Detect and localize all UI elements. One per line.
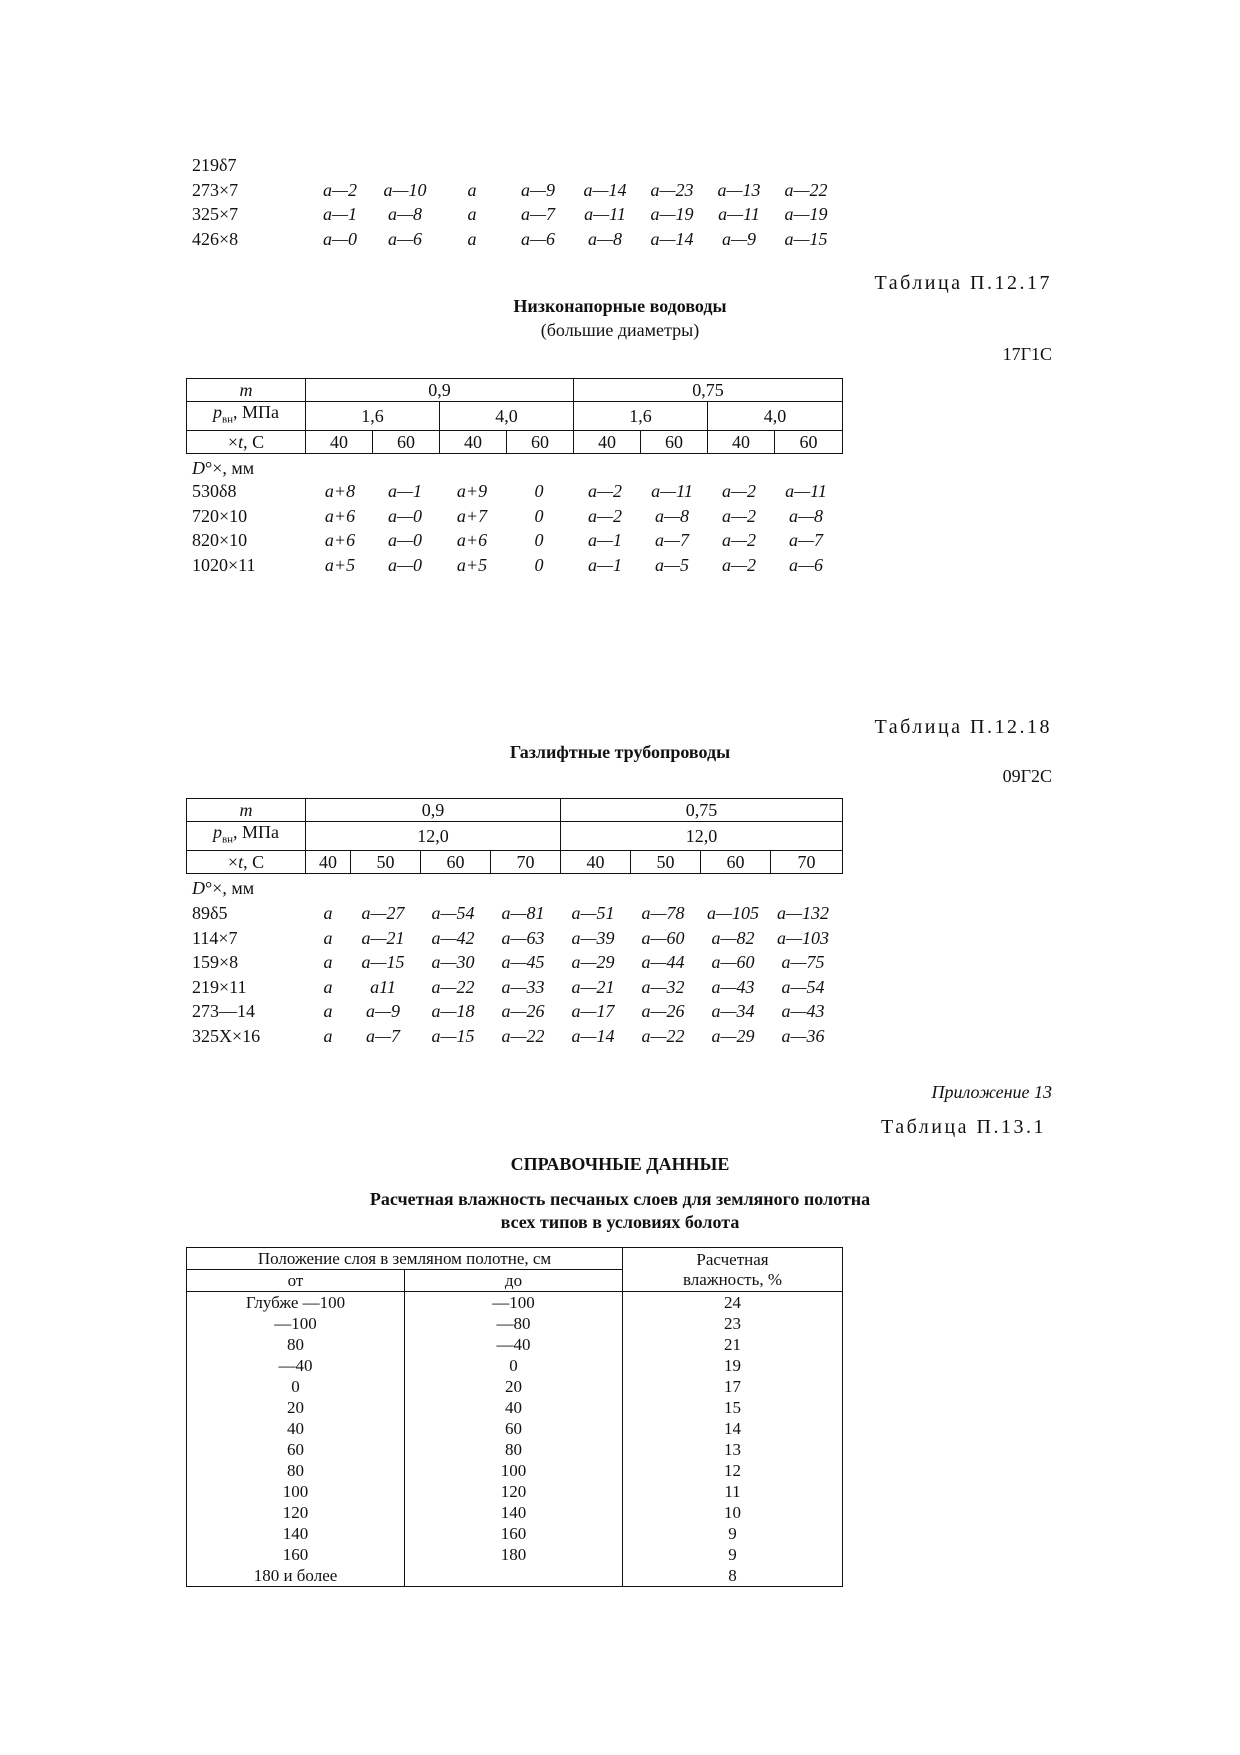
table-row (187, 1523, 843, 1544)
table-cell: a+6 (456, 530, 488, 550)
table-cell: a—32 (641, 976, 685, 997)
humidity-table (186, 1247, 843, 1587)
table-cell: a—105 (706, 903, 759, 923)
table-row (187, 1418, 843, 1439)
header-to: до (405, 1270, 623, 1292)
table-cell: a—21 (361, 927, 405, 948)
table-cell: a—6 (788, 554, 823, 575)
table-cell: a—10 (383, 179, 427, 200)
temperature-value: 70 (771, 850, 843, 873)
row-label: 89δ5 (192, 903, 228, 923)
row-label: 325Х×16 (192, 1025, 261, 1046)
header-temperature: ×t, C (187, 850, 306, 873)
table-cell: 0 (534, 481, 544, 501)
row-label: 114×7 (192, 927, 238, 948)
temperature-value: 40 (561, 850, 631, 873)
table-cell: a—11 (584, 204, 626, 224)
table-cell: a+5 (456, 554, 488, 575)
table-row (187, 1565, 843, 1587)
row-label: 720×10 (192, 505, 248, 526)
temperature-value: 40 (708, 430, 775, 453)
table-cell: a—18 (431, 1001, 475, 1021)
table-cell: a—45 (501, 952, 545, 972)
temperature-value: 60 (373, 430, 440, 453)
table-cell: a—2 (721, 481, 756, 501)
table-cell: a (323, 952, 333, 972)
temperature-value: 40 (440, 430, 507, 453)
table-cell: a—9 (365, 1001, 400, 1021)
table-cell: a (323, 1001, 333, 1021)
table-cell: a (467, 204, 477, 224)
to-cell: —100 (405, 1292, 623, 1314)
table-cell: a—43 (781, 1001, 825, 1021)
table-cell: a—103 (776, 927, 829, 948)
table-cell: a—30 (431, 952, 475, 972)
table-cell: a—1 (587, 530, 622, 550)
to-cell: 120 (405, 1481, 623, 1502)
table-cell: a—14 (583, 179, 627, 200)
humidity-cell: 19 (623, 1355, 843, 1376)
table-row (187, 1334, 843, 1355)
table-cell: a (323, 976, 333, 997)
header-temperature: ×t, C (187, 430, 306, 453)
row-label: 325×7 (192, 204, 239, 224)
table-row (187, 1460, 843, 1481)
table-subtitle: (большие диаметры) (540, 320, 700, 340)
table-cell: a—42 (431, 927, 475, 948)
table-row (187, 1502, 843, 1523)
p-value: 1,6 (306, 402, 440, 431)
row-label: 530δ8 (192, 481, 237, 501)
table-cell: a—6 (520, 228, 555, 249)
table-cell: a+7 (456, 505, 488, 526)
steel-grade: 09Г2С (1002, 766, 1052, 786)
p-value: 12,0 (561, 822, 843, 851)
row-label: 219×11 (192, 976, 247, 997)
table-cell: a (323, 903, 333, 923)
table-cell: a—0 (387, 530, 422, 550)
temperature-value: 70 (491, 850, 561, 873)
table-cell: a—7 (788, 530, 823, 550)
p-value: 12,0 (306, 822, 561, 851)
header-position: Положение слоя в земляном полотне, см (187, 1248, 623, 1270)
header-m: m (187, 379, 306, 402)
table-cell: a—60 (711, 952, 755, 972)
table-cell: a—7 (654, 530, 689, 550)
temperature-value: 60 (507, 430, 574, 453)
table-cell: a—2 (721, 554, 756, 575)
m-value: 0,9 (306, 799, 561, 822)
table-cell: a—7 (520, 204, 555, 224)
header-pressure: $p_{вн}$, МПа (187, 402, 306, 431)
table-cell: a—78 (641, 903, 685, 923)
humidity-cell: 9 (623, 1544, 843, 1565)
table-cell: a—15 (361, 952, 405, 972)
table-cell: a—6 (387, 228, 422, 249)
from-cell: 20 (187, 1397, 405, 1418)
p-value: 4,0 (708, 402, 843, 431)
humidity-cell: 9 (623, 1523, 843, 1544)
table-cell: a11 (370, 976, 396, 997)
table-cell: a—54 (781, 976, 825, 997)
table-cell: a—15 (431, 1025, 475, 1046)
table-cell: a—11 (651, 481, 693, 501)
table-title: всех типов в условиях болота (500, 1212, 740, 1232)
table-cell: a—2 (721, 505, 756, 526)
table-row (187, 1397, 843, 1418)
table-cell: a—9 (721, 228, 756, 249)
humidity-cell: 8 (623, 1565, 843, 1587)
p-value: 1,6 (574, 402, 708, 431)
table-cell: a—2 (721, 530, 756, 550)
to-cell: 40 (405, 1397, 623, 1418)
table-cell: a—43 (711, 976, 755, 997)
table-cell: a—75 (781, 952, 825, 972)
temperature-value: 60 (641, 430, 708, 453)
row-label: 273×7 (192, 179, 239, 200)
humidity-cell: 13 (623, 1439, 843, 1460)
temperature-value: 60 (775, 430, 843, 453)
table-cell: a—5 (654, 554, 689, 575)
table-cell: a—2 (587, 481, 622, 501)
m-value: 0,75 (561, 799, 843, 822)
diameter-label: D°×, мм (192, 878, 255, 898)
table-cell: a—15 (784, 228, 828, 249)
table-cell: a (467, 228, 477, 249)
table-number: Таблица П.13.1 (881, 1116, 1046, 1138)
to-cell: —80 (405, 1313, 623, 1334)
table-cell: a—22 (641, 1025, 685, 1046)
header-grid (186, 378, 843, 454)
from-cell: —40 (187, 1355, 405, 1376)
to-cell: 80 (405, 1439, 623, 1460)
to-cell: 140 (405, 1502, 623, 1523)
table-cell: a+5 (324, 554, 356, 575)
table-cell: a—7 (365, 1025, 400, 1046)
row-label: 426×8 (192, 228, 239, 249)
row-label: 159×8 (192, 952, 239, 972)
from-cell: 180 и более (187, 1565, 405, 1587)
table-title: Низконапорные водоводы (513, 296, 727, 316)
p-value: 4,0 (440, 402, 574, 431)
table-cell: a+9 (456, 481, 488, 501)
temperature-value: 40 (306, 430, 373, 453)
table-cell: a—63 (501, 927, 545, 948)
row-label: 273—14 (192, 1001, 255, 1021)
table-cell: a—132 (776, 903, 829, 923)
table-cell: a (323, 927, 333, 948)
header-grid (186, 798, 843, 874)
table-cell: a+6 (324, 530, 356, 550)
to-cell: 20 (405, 1376, 623, 1397)
humidity-cell: 17 (623, 1376, 843, 1397)
humidity-cell: 11 (623, 1481, 843, 1502)
table-cell: a—82 (711, 927, 755, 948)
row-label: 820×10 (192, 530, 248, 550)
table-cell: a—54 (431, 903, 475, 923)
header-m: m (187, 799, 306, 822)
row-label: 1020×11 (192, 554, 256, 575)
from-cell: 140 (187, 1523, 405, 1544)
table-cell: a—8 (587, 228, 622, 249)
table-cell: a—8 (788, 505, 823, 526)
table-cell: a—14 (650, 228, 694, 249)
to-cell: 160 (405, 1523, 623, 1544)
table-cell: a (323, 1025, 333, 1046)
table-cell: a—22 (431, 976, 475, 997)
table-cell: 0 (534, 554, 544, 575)
table-cell: a—51 (571, 903, 615, 923)
temperature-value: 50 (631, 850, 701, 873)
table-cell: a—29 (711, 1025, 755, 1046)
table-cell: a—11 (785, 481, 827, 501)
table-cell: a—19 (784, 204, 828, 224)
table-cell: a—26 (641, 1001, 685, 1021)
temperature-value: 60 (421, 850, 491, 873)
from-cell: 100 (187, 1481, 405, 1502)
header-pressure: $p_{вн}$, МПа (187, 822, 306, 851)
table-title: Газлифтные трубопроводы (509, 742, 731, 762)
table-cell: a—9 (520, 179, 555, 200)
table-cell: a—36 (781, 1025, 825, 1046)
to-cell: 0 (405, 1355, 623, 1376)
from-cell: 80 (187, 1334, 405, 1355)
table-row (187, 1376, 843, 1397)
table-cell: a—2 (587, 505, 622, 526)
humidity-cell: 14 (623, 1418, 843, 1439)
appendix-label: Приложение 13 (931, 1082, 1052, 1102)
table-row (187, 1544, 843, 1565)
table-cell: a—1 (587, 554, 622, 575)
table-title: Расчетная влажность песчаных слоев для земляного полотна (369, 1189, 871, 1209)
table-cell: a—21 (571, 976, 615, 997)
table-cell: a—22 (501, 1025, 545, 1046)
from-cell: Глубже —100 (187, 1292, 405, 1314)
humidity-cell: 15 (623, 1397, 843, 1418)
table-cell: a—8 (654, 505, 689, 526)
table-cell: a+6 (324, 505, 356, 526)
section-heading: СПРАВОЧНЫЕ ДАННЫЕ (510, 1154, 730, 1174)
temperature-value: 50 (351, 850, 421, 873)
table-cell: 0 (534, 505, 544, 526)
from-cell: 120 (187, 1502, 405, 1523)
header-from: от (187, 1270, 405, 1292)
diameter-label: D°×, мм (192, 458, 255, 478)
table-row (187, 1355, 843, 1376)
table-cell: a—1 (387, 481, 422, 501)
from-cell: —100 (187, 1313, 405, 1334)
table-cell: a—23 (650, 179, 694, 200)
table-cell: a—13 (717, 179, 761, 200)
table-cell: a—17 (571, 1001, 615, 1021)
table-cell: a—81 (501, 903, 545, 923)
to-cell: 180 (405, 1544, 623, 1565)
table-cell: a—26 (501, 1001, 545, 1021)
table-cell: a—0 (387, 554, 422, 575)
table-cell: 0 (534, 530, 544, 550)
humidity-cell: 21 (623, 1334, 843, 1355)
from-cell: 0 (187, 1376, 405, 1397)
row-label: 219δ7 (192, 155, 237, 175)
table-cell: a+8 (324, 481, 356, 501)
humidity-cell: 24 (623, 1292, 843, 1314)
table-cell: a (467, 179, 477, 200)
humidity-cell: 10 (623, 1502, 843, 1523)
temperature-value: 40 (306, 850, 351, 873)
table-cell: a—27 (361, 903, 405, 923)
to-cell: 60 (405, 1418, 623, 1439)
table-row (187, 1292, 843, 1314)
table-cell: a—33 (501, 976, 545, 997)
table-cell: a—39 (571, 927, 615, 948)
to-cell (405, 1565, 623, 1587)
table-row (187, 1439, 843, 1460)
table-cell: a—29 (571, 952, 615, 972)
table-number: Таблица П.12.17 (874, 272, 1052, 294)
table-cell: a—8 (387, 204, 422, 224)
temperature-value: 60 (701, 850, 771, 873)
steel-grade: 17Г1С (1002, 344, 1052, 364)
table-cell: a—0 (387, 505, 422, 526)
table-cell: a—2 (322, 179, 357, 200)
humidity-cell: 12 (623, 1460, 843, 1481)
table-cell: a—44 (641, 952, 685, 972)
m-value: 0,9 (306, 379, 574, 402)
to-cell: —40 (405, 1334, 623, 1355)
temperature-value: 40 (574, 430, 641, 453)
table-cell: a—60 (641, 927, 685, 948)
table-cell: a—34 (711, 1001, 755, 1021)
table-cell: a—14 (571, 1025, 615, 1046)
from-cell: 80 (187, 1460, 405, 1481)
to-cell: 100 (405, 1460, 623, 1481)
table-cell: a—11 (718, 204, 760, 224)
table-row (187, 1481, 843, 1502)
from-cell: 60 (187, 1439, 405, 1460)
table-cell: a—1 (322, 204, 357, 224)
table-number: Таблица П.12.18 (874, 716, 1052, 738)
m-value: 0,75 (574, 379, 843, 402)
from-cell: 40 (187, 1418, 405, 1439)
from-cell: 160 (187, 1544, 405, 1565)
table-row (187, 1313, 843, 1334)
humidity-cell: 23 (623, 1313, 843, 1334)
table-cell: a—19 (650, 204, 694, 224)
header-humidity: Расчетная влажность, % (623, 1248, 843, 1292)
table-cell: a—22 (784, 179, 828, 200)
table-cell: a—0 (322, 228, 357, 249)
